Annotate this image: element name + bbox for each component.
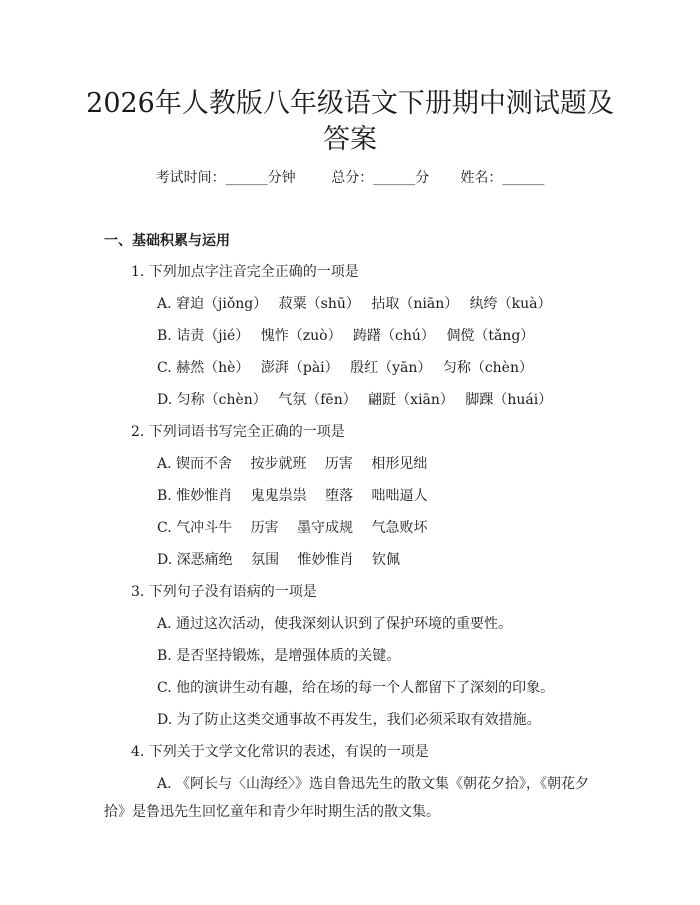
question-3-option-d: D. 为了防止这类交通事故不再发生，我们必须采取有效措施。 [157, 712, 541, 728]
question-3-option-c: C. 他的演讲生动有趣，给在场的每一个人都留下了深刻的印象。 [157, 680, 555, 696]
section-heading: 一、基础积累与运用 [104, 233, 230, 249]
exam-time: 考试时间：______分钟 [155, 170, 296, 186]
question-1-option-b: B. 诘责（jié） 愧怍（zuò） 踌躇（chú） 倜傥（tǎng） [157, 328, 535, 344]
question-4-stem: 4. 下列关于文学文化常识的表述，有误的一项是 [131, 744, 429, 760]
title-line-1: 2026年人教版八年级语文下册期中测试题及 [86, 88, 614, 119]
question-1-option-c: C. 赫然（hè） 澎湃（pài） 殷红（yān） 匀称（chèn） [157, 360, 533, 376]
question-3-option-b: B. 是否坚持锻炼，是增强体质的关键。 [157, 648, 401, 664]
question-2-stem: 2. 下列词语书写完全正确的一项是 [131, 424, 345, 440]
exam-meta [0, 168, 700, 188]
document-title [60, 86, 640, 158]
question-4-option-a: A. 《阿长与〈山海经〉》选自鲁迅先生的散文集《朝花夕拾》，《朝花夕拾》是鲁迅先生回忆童年和青少年时期生活的散文集。 [104, 776, 590, 820]
question-2-option-b: B. 惟妙惟肖 鬼鬼祟祟 堕落 咄咄逼人 [157, 488, 428, 504]
question-1-option-a: A. 窘迫（jiǒng） 菽粟（shū） 拈取（niān） 纨绔（kuà） [157, 296, 552, 312]
question-2-option-d: D. 深恶痛绝 氛围 惟妙惟肖 钦佩 [157, 552, 400, 568]
question-1-option-d: D. 匀称（chèn） 气氛（fēn） 翩跹（xiān） 脚踝（huái） [157, 392, 553, 408]
question-3-stem: 3. 下列句子没有语病的一项是 [131, 584, 317, 600]
title-line-2: 答案 [323, 124, 377, 155]
question-2-option-a: A. 锲而不舍 按步就班 历害 相形见绌 [157, 456, 428, 472]
question-1-stem: 1. 下列加点字注音完全正确的一项是 [131, 264, 359, 280]
exam-score: 总分：______分 [331, 170, 430, 186]
student-name: 姓名：______ [460, 170, 545, 186]
question-2-option-c: C. 气冲斗牛 历害 墨守成规 气急败坏 [157, 520, 428, 536]
question-3-option-a: A. 通过这次活动，使我深刻认识到了保护环境的重要性。 [157, 616, 513, 632]
